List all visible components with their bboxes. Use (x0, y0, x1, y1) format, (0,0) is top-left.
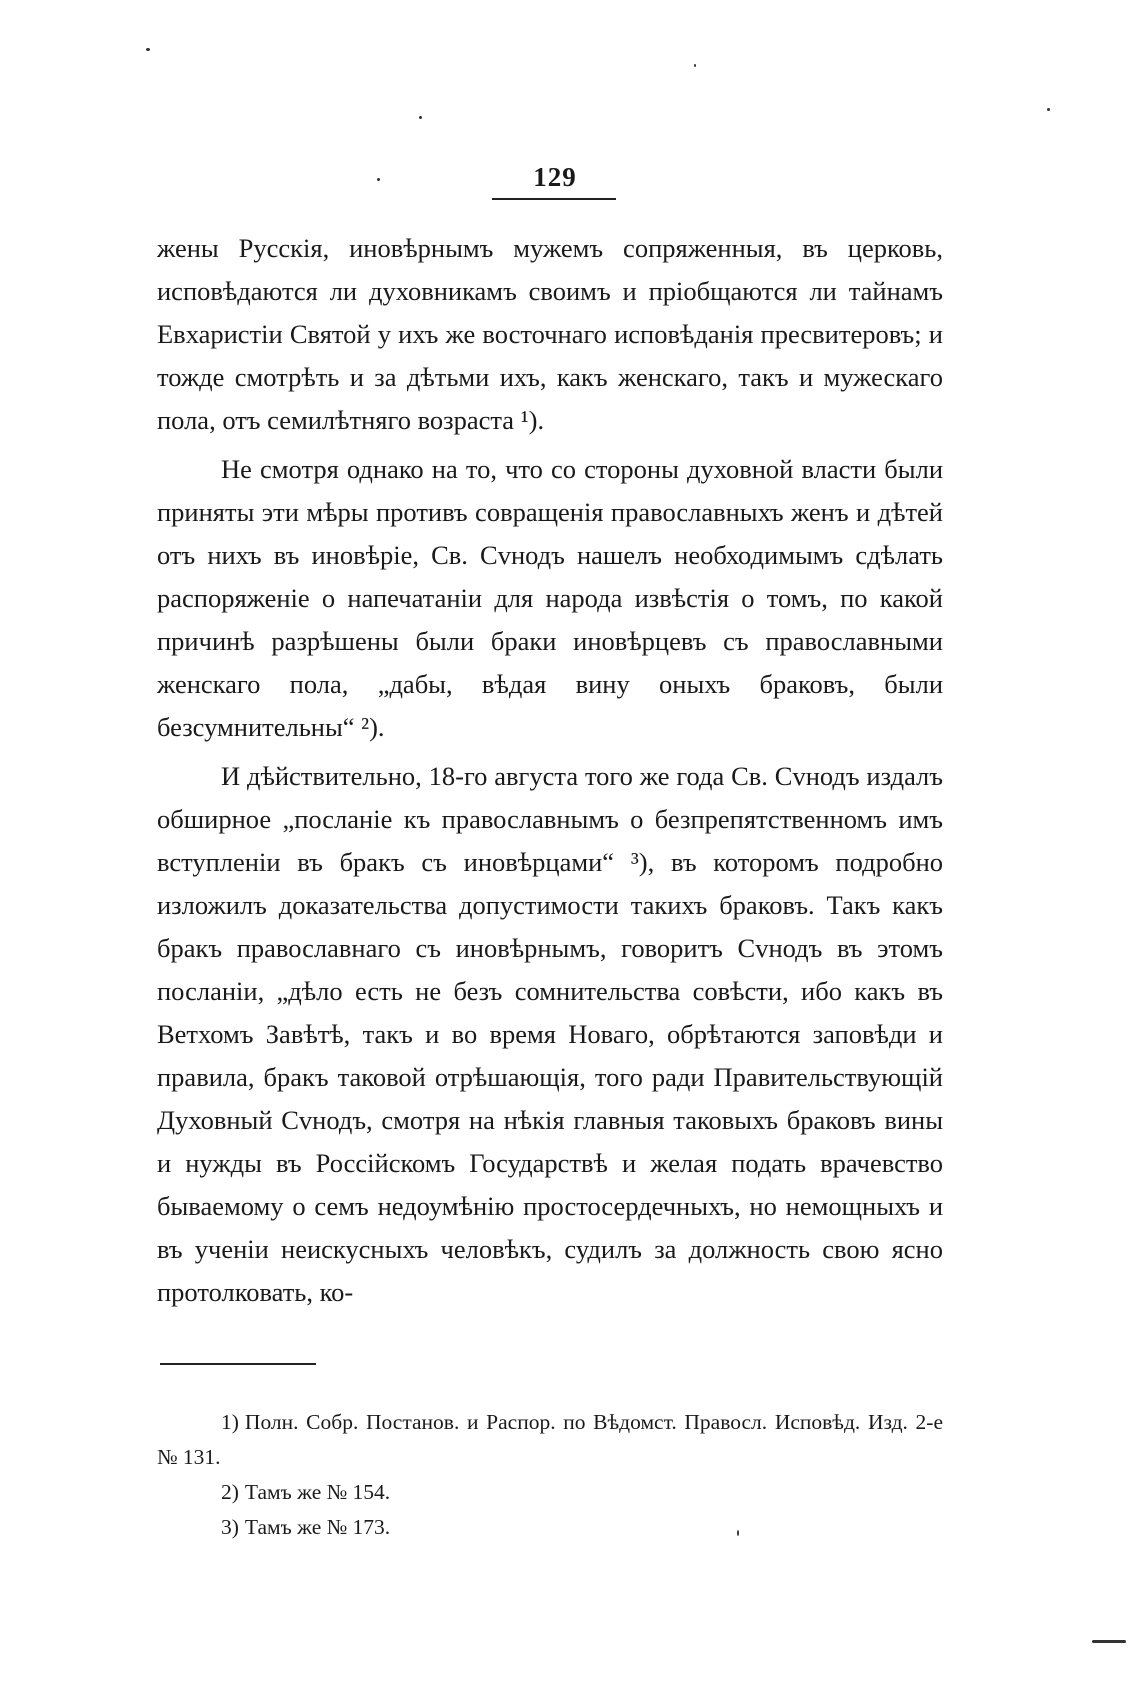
footnote-text: Тамъ же № 173. (244, 1515, 391, 1539)
paragraph-1: жены Русскія, иновѣрнымъ мужемъ сопряженныя, въ церковь, исповѣдаются ли духовникамъ своимъ и пріобщаются ли тайнамъ Евхаристіи Святой у ихъ же восточнаго исповѣданія пресвитеровъ; и тожде смотрѣть и за дѣтьми ихъ, какъ женскаго, такъ и мужескаго пола, отъ семилѣтняго возраста ¹). (157, 233, 943, 435)
scan-speck (1092, 1640, 1126, 1643)
scan-speck (737, 1530, 739, 1536)
footnote-2 (157, 1475, 943, 1510)
footnote-number: 1) (221, 1410, 239, 1434)
scan-speck (694, 64, 696, 67)
footnote-3 (157, 1510, 943, 1545)
paragraph-2: Не смотря однако на то, что со стороны духовной власти были приняты эти мѣры противъ совращенія православныхъ женъ и дѣтей отъ нихъ въ иновѣріе, Св. Сvнодъ нашелъ необходимымъ сдѣлать распоряженіе о напечатаніи для народа извѣстія о томъ, по какой причинѣ разрѣшены были браки иновѣрцевъ съ православными женскаго пола, „дабы, вѣдая вину оныхъ браковъ, были безсумнительны“ ²). (157, 454, 943, 742)
footnote-number: 3) (221, 1515, 239, 1539)
footnote-rule (160, 1363, 316, 1365)
body-text (157, 227, 943, 1320)
footnote-1 (157, 1405, 943, 1475)
scan-speck (146, 48, 150, 51)
footnote-text: Тамъ же № 154. (244, 1480, 391, 1504)
footnote-text: Полн. Собр. Постанов. и Распор. по Вѣдомст. Правосл. Исповѣд. Изд. 2-е № 131. (157, 1410, 943, 1469)
scan-speck (377, 178, 380, 181)
scan-speck (419, 116, 422, 119)
scan-speck (1047, 108, 1050, 111)
footnote-number: 2) (221, 1480, 239, 1504)
footnotes (157, 1405, 943, 1545)
paragraph-3: И дѣйствительно, 18-го августа того же года Св. Сvнодъ издалъ обширное „посланіе къ православнымъ о безпрепятственномъ имъ вступленіи въ бракъ съ иновѣрцами“ ³), въ которомъ подробно изложилъ доказательства допустимости такихъ браковъ. Такъ какъ бракъ православнаго съ иновѣрнымъ, говоритъ Сvнодъ въ этомъ посланіи, „дѣло есть не безъ сомнительства совѣсти, ибо какъ въ Ветхомъ Завѣтѣ, такъ и во время Новаго, обрѣтаются заповѣди и правила, бракъ таковой отрѣшающія, того ради Правительствующій Духовный Сvнодъ, смотря на нѣкія главныя таковыхъ браковъ вины и нужды въ Россійскомъ Государствѣ и желая подать врачевство бываемому о семъ недоумѣнію простосердечныхъ, но немощныхъ и въ ученіи неискусныхъ человѣкъ, судилъ за должность свою ясно протолковать, ко- (157, 761, 943, 1307)
page-number: 129 (533, 162, 577, 192)
page-number-rule (492, 198, 616, 200)
